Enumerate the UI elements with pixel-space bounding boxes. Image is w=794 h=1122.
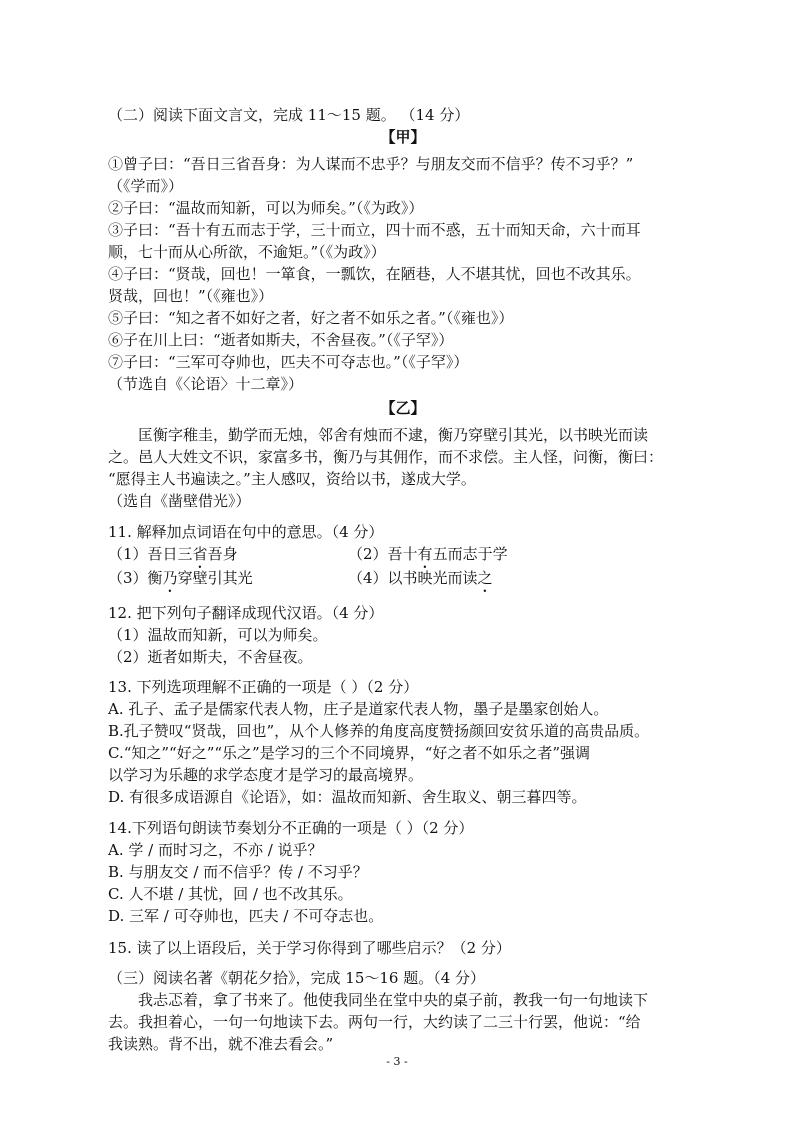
jia-line: 顺，七十而从心所欲，不逾矩。”（《为政》）	[108, 243, 386, 261]
yi-line: 匡衡字稚圭，勤学而无烛，邻舍有烛而不逮，衡乃穿壁引其光，以书映光而读	[138, 426, 649, 444]
q11-item-text: （2）吾十	[348, 545, 418, 563]
q13-option: C.“知之”“好之”“乐之”是学习的三个不同境界，“好之者不如乐之者”强调	[108, 744, 591, 762]
q11-item-text: 五而志于学	[432, 545, 508, 563]
q11-item	[348, 567, 493, 596]
jia-line: ②子曰：“温故而知新，可以为师矣。”（《为政》）	[108, 199, 424, 217]
q11-stem: 11. 解释加点词语在句中的意思。（4 分）	[108, 523, 384, 541]
section3-line: 我忐忑着，拿了书来了。他使我同坐在堂中央的桌子前，教我一句一句地读下	[138, 991, 649, 1009]
q13-stem: 13. 下列选项理解不正确的一项是（ ）（2 分）	[108, 678, 419, 696]
jia-line: ⑦子曰：“三军可夺帅也，匹夫不可夺志也。”（《子罕》）	[108, 353, 469, 371]
jia-line: 贤哉，回也！”（《雍也》）	[108, 287, 274, 305]
jia-line: ⑥子在川上曰：“逝者如斯夫，不舍昼夜。”（《子罕》）	[108, 331, 454, 349]
jia-line: （《学而》）	[108, 177, 184, 195]
q11-dotted-word: 之	[477, 569, 493, 587]
yi-title: 【乙】	[380, 399, 426, 417]
q11-item-text: （4）以书映光而读	[348, 569, 478, 587]
yi-source: （选自《凿壁借光》）	[108, 492, 251, 510]
yi-line: “愿得主人书遍读之。”主人感叹，资给以书，遂成大学。	[108, 470, 476, 488]
jia-line: ④子曰：“贤哉，回也！一箪食，一瓢饮，在陋巷，人不堪其忧，回也不改其乐。	[108, 265, 641, 283]
jia-line: ①曾子曰：“吾日三省吾身：为人谋而不忠乎？与朋友交而不信乎？传不习乎？”	[108, 155, 634, 173]
q11-item-text: （1）吾日三	[108, 545, 193, 563]
q11-item-text: 吾身	[207, 545, 238, 563]
q14-option: B. 与朋友交 / 而不信乎？传 / 不习乎？	[108, 863, 368, 881]
section3-heading: （三）阅读名著《朝花夕拾》，完成 15～16 题。（4 分）	[108, 969, 486, 987]
q11-item-text: 穿壁引其光	[177, 569, 253, 587]
section2-heading: （二）阅读下面文言文，完成 11～15 题。 （14 分）	[108, 106, 470, 124]
q12-stem: 12. 把下列句子翻译成现代汉语。（4 分）	[108, 604, 384, 622]
q13-option: 以学习为乐趣的求学态度才是学习的最高境界。	[108, 766, 424, 784]
q12-item: （2）逝者如斯夫，不舍昼夜。	[108, 648, 313, 666]
section3-line: 去。我担着心，一句一句地读下去。两句一行，大约读了二三十行罢，他说：“给	[108, 1013, 641, 1031]
yi-line: 之。邑人大姓文不识，家富多书，衡乃与其佣作，而不求偿。主人怪，问衡，衡曰：	[108, 448, 664, 466]
q11-item	[108, 567, 253, 596]
q11-dotted-word: 乃	[162, 569, 178, 587]
q14-stem: 14.下列语句朗读节奏划分不正确的一项是（ ）（2 分）	[108, 819, 474, 837]
q11-dotted-word: 省	[192, 545, 208, 563]
q15-stem: 15. 读了以上语段后，关于学习你得到了哪些启示？（2 分）	[108, 939, 511, 957]
q13-option: B.孔子赞叹“贤哉，回也”，从个人修养的角度高度赞扬颜回安贫乐道的高贵品质。	[108, 722, 650, 740]
jia-line: ③子曰：“吾十有五而志于学，三十而立，四十而不惑，五十而知天命，六十而耳	[108, 221, 641, 239]
q14-option: D. 三军 / 可夺帅也，匹夫 / 不可夺志也。	[108, 907, 384, 925]
q11-item-text: （3）衡	[108, 569, 163, 587]
page-number: - 3 -	[386, 1055, 408, 1068]
q13-option: D. 有很多成语源自《论语》，如：温故而知新、舍生取义、朝三暮四等。	[108, 788, 587, 806]
jia-line: ⑤子曰：“知之者不如好之者，好之者不如乐之者。”（《雍也》）	[108, 309, 514, 327]
section3-line: 我读熟。背不出，就不准去看会。”	[108, 1035, 334, 1053]
jia-title: 【甲】	[380, 128, 426, 146]
q14-option: C. 人不堪 / 其忧，回 / 也不改其乐。	[108, 885, 353, 903]
q11-dotted-word: 有	[417, 545, 433, 563]
q13-option: A. 孔子、孟子是儒家代表人物，庄子是道家代表人物，墨子是墨家创始人。	[108, 700, 609, 718]
jia-source: （节选自《〈论语〉十二章》）	[108, 375, 304, 393]
q14-option: A. 学 / 而时习之，不亦 / 说乎？	[108, 841, 323, 859]
q12-item: （1）温故而知新，可以为师矣。	[108, 626, 328, 644]
